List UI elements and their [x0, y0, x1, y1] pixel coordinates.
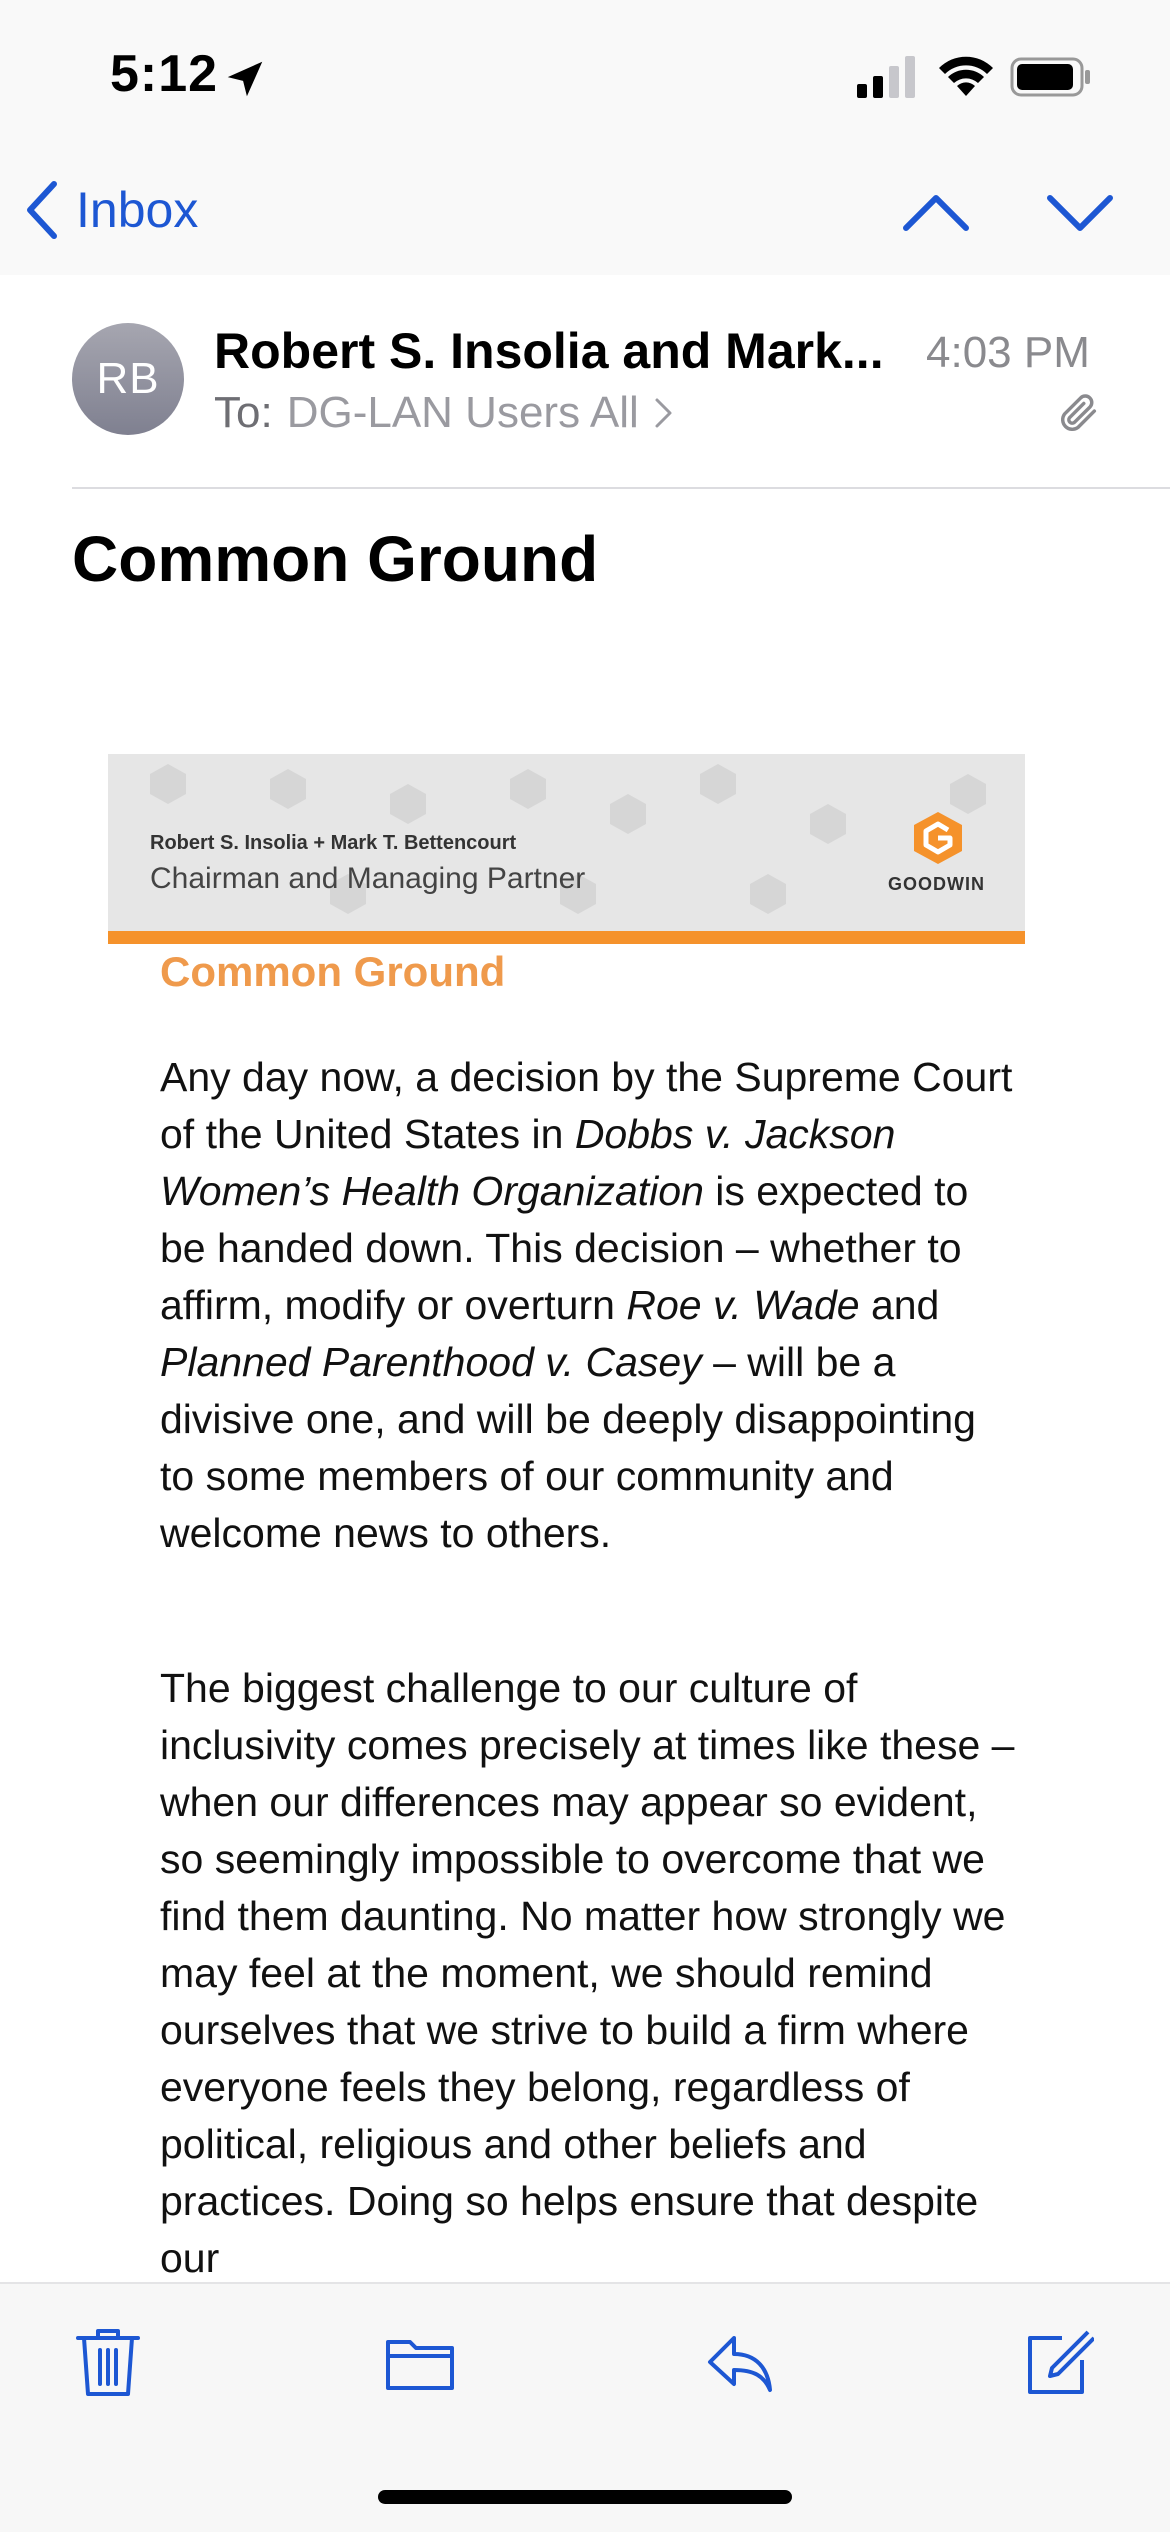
goodwin-logo-text: GOODWIN	[888, 874, 985, 894]
banner-accent-bar	[108, 931, 1025, 944]
p1-text-c: is expected to be handed down. This decision – whether to affirm, modify or overturn	[160, 1168, 969, 1328]
body-paragraph-2: The biggest challenge to our culture of inclusivity comes precisely at times like these – when our differences may appear so evident, so seemingly impossible to overcome that we find them daunting. No matter how strongly we may feel at the moment, we should remind ourselves that we strive to build a firm where everyone feels they belong, regardless of political, religious and other beliefs and practices. Doing so helps ensure that despite our	[160, 1665, 1015, 2281]
email-subject: Common Ground	[72, 523, 599, 595]
message-time: 4:03 PM	[926, 328, 1090, 377]
chevron-down-icon[interactable]	[1044, 184, 1116, 240]
trash-icon[interactable]	[72, 2324, 144, 2400]
body-heading: Common Ground	[160, 948, 506, 995]
p1-text-e: and	[859, 1282, 940, 1328]
sender-name[interactable]: Robert S. Insolia and Mark...	[214, 323, 884, 379]
to-recipient[interactable]: DG-LAN Users All	[286, 388, 639, 437]
chevron-right-icon	[653, 396, 675, 430]
banner-role: Chairman and Managing Partner	[150, 862, 586, 895]
p1-case-casey: Planned Parenthood v. Casey	[160, 1339, 702, 1385]
nav-bar	[0, 150, 1170, 275]
p1-case-dobbs: Dobbs v. Jackson Women’s Health Organization	[160, 1111, 896, 1214]
back-button[interactable]	[20, 178, 198, 242]
location-arrow-icon	[222, 56, 268, 102]
to-label: To:	[214, 388, 273, 437]
status-time: 5:12	[110, 45, 219, 103]
avatar[interactable]: RB	[72, 323, 184, 435]
reply-icon[interactable]	[704, 2324, 776, 2400]
header-divider	[72, 487, 1170, 489]
battery-icon	[1010, 56, 1092, 98]
signal-icon	[855, 56, 917, 98]
banner-names: Robert S. Insolia + Mark T. Bettencourt	[150, 832, 517, 854]
chevron-left-icon	[20, 178, 64, 242]
chevron-up-icon[interactable]	[900, 184, 972, 240]
wifi-icon	[935, 52, 997, 98]
compose-icon[interactable]	[1022, 2324, 1094, 2400]
back-label: Inbox	[76, 182, 199, 238]
p1-text-g: – will be a divisive one, and will be deeply disappointing to some members of our community and welcome news to others.	[160, 1339, 976, 1556]
p1-text-a: Any day now, a decision by the Supreme Court of the United States in	[160, 1054, 1013, 1157]
goodwin-logo-icon	[910, 810, 966, 866]
p1-case-roe: Roe v. Wade	[626, 1282, 860, 1328]
paperclip-icon	[1056, 390, 1102, 436]
status-bar	[0, 0, 1170, 150]
folder-icon[interactable]	[384, 2324, 456, 2400]
home-indicator[interactable]	[378, 2490, 792, 2504]
body-paragraph-1	[160, 1049, 1020, 1562]
email-banner	[108, 754, 1025, 944]
recipients-line[interactable]	[214, 388, 675, 438]
